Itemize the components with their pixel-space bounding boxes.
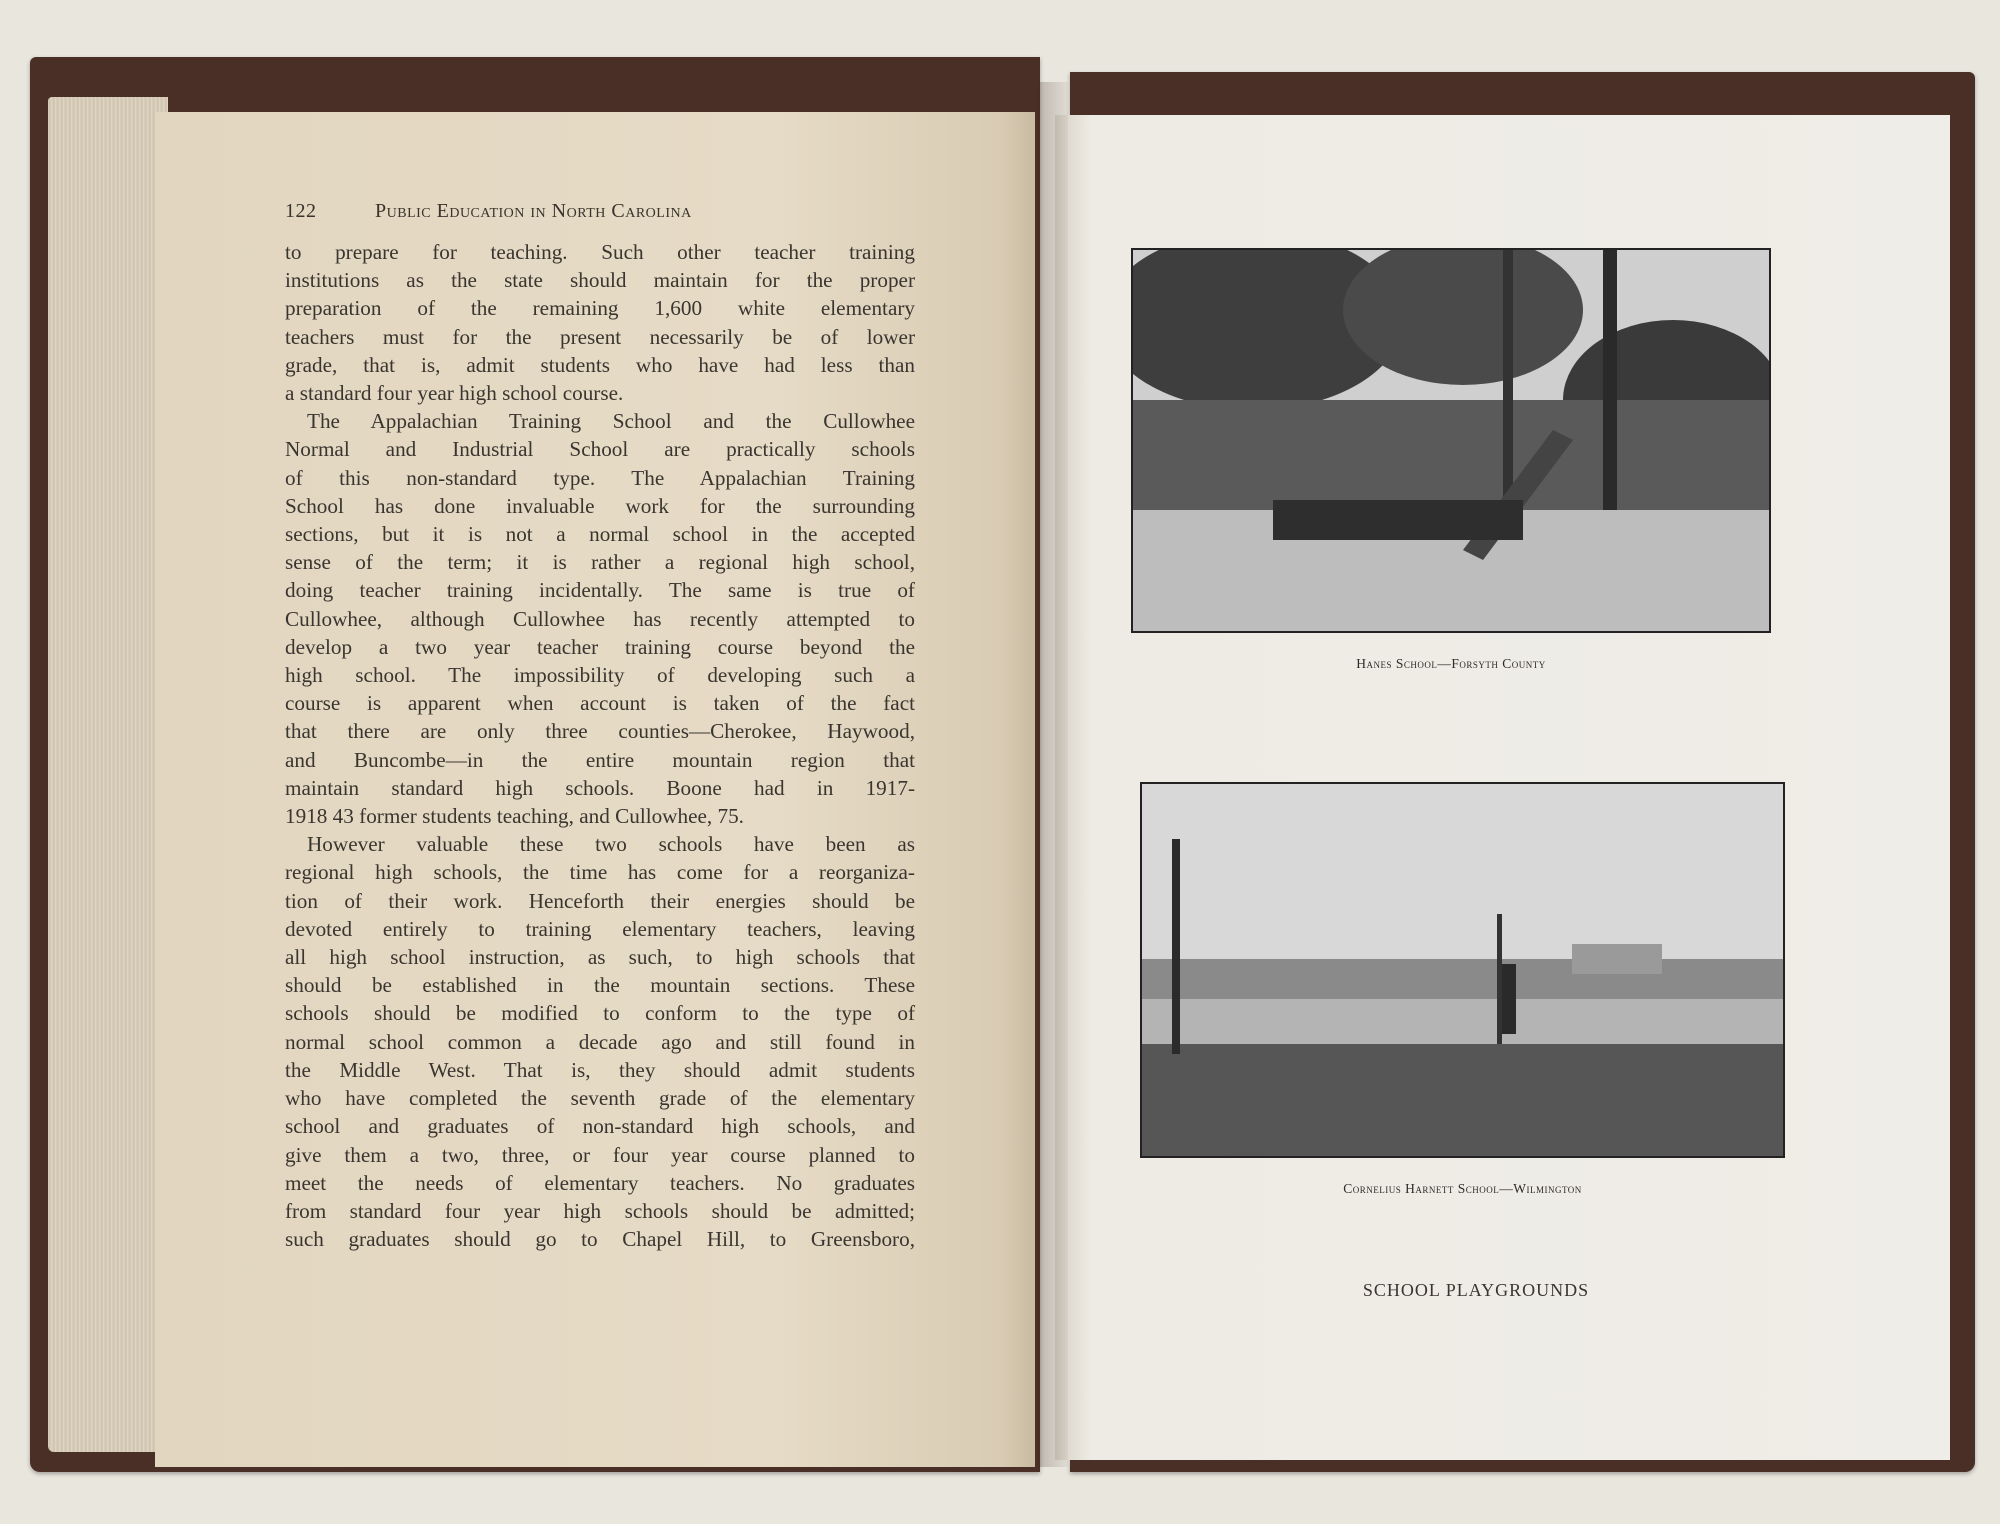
text-line: normal school common a decade ago and still found in [285, 1029, 915, 1054]
text-line: all high school instruction, as such, to high schools that [285, 945, 915, 970]
plate-title: SCHOOL PLAYGROUNDS [1362, 1280, 1590, 1300]
text-line: a standard four year high school course. [285, 381, 624, 406]
text-line: sense of the term; it is rather a regional high school, [285, 550, 915, 575]
body-text [285, 238, 915, 1253]
text-line: develop a two year teacher training course beyond the [285, 634, 915, 659]
page-header [285, 200, 925, 230]
text-line: of this non-standard type. The Appalachian Training [285, 465, 915, 490]
text-line: tion of their work. Henceforth their energies should be [285, 888, 915, 913]
text-line: maintain standard high schools. Boone had in 1917- [285, 775, 915, 800]
text-line: high school. The impossibility of developing such a [285, 663, 915, 688]
text-line: such graduates should go to Chapel Hill, to Greensboro, [285, 1227, 915, 1252]
text-line: to prepare for teaching. Such other teacher training [285, 240, 915, 264]
text-line: from standard four year high schools should be admitted; [285, 1198, 915, 1223]
text-line: meet the needs of elementary teachers. No graduates [285, 1170, 915, 1195]
text-line: devoted entirely to training elementary teachers, leaving [285, 916, 915, 941]
text-line: sections, but it is not a normal school in the accepted [285, 522, 915, 547]
book-spine [1038, 82, 1068, 1467]
text-line: teachers must for the present necessarily be of lower [285, 324, 915, 349]
photo-caption: Cornelius Harnett School—Wilmington [1343, 1181, 1582, 1196]
text-line: that there are only three counties—Cherokee, Haywood, [285, 719, 915, 744]
text-line: give them a two, three, or four year course planned to [285, 1142, 915, 1167]
text-line: institutions as the state should maintain for the proper [285, 268, 915, 293]
text-line: who have completed the seventh grade of the elementary [285, 1086, 915, 1111]
text-line: grade, that is, admit students who have had less than [285, 352, 915, 377]
running-header: Public Education in North Carolina [375, 200, 692, 222]
text-line: doing teacher training incidentally. The same is true of [285, 578, 915, 603]
text-line: course is apparent when account is taken of the fact [285, 691, 915, 716]
playground-trees-illustration [1133, 250, 1769, 631]
text-line: The Appalachian Training School and the Cullowhee [307, 409, 915, 434]
page-number: 122 [285, 200, 317, 222]
text-line: schools should be modified to conform to the type of [285, 1001, 915, 1026]
text-line: the Middle West. That is, they should admit students [285, 1057, 915, 1082]
hanes-school-photo [1131, 248, 1771, 633]
text-line: should be established in the mountain sections. These [285, 973, 915, 998]
text-line: preparation of the remaining 1,600 white elementary [285, 296, 915, 321]
text-line: School has done invaluable work for the surrounding [285, 493, 915, 518]
text-line: 1918 43 former students teaching, and Cullowhee, 75. [285, 804, 744, 829]
page-edge-stack [48, 97, 168, 1452]
text-line: However valuable these two schools have been as [307, 832, 915, 857]
text-line: and Buncombe—in the entire mountain region that [285, 747, 915, 772]
playground-field-illustration [1142, 784, 1783, 1156]
text-line: Cullowhee, although Cullowhee has recently attempted to [285, 606, 915, 631]
text-line: regional high schools, the time has come for a reorganiza- [285, 860, 915, 885]
text-line: school and graduates of non-standard high schools, and [285, 1114, 915, 1139]
text-line: Normal and Industrial School are practically schools [285, 437, 915, 462]
photo-caption: Hanes School—Forsyth County [1356, 656, 1546, 671]
cornelius-harnett-school-photo [1140, 782, 1785, 1158]
